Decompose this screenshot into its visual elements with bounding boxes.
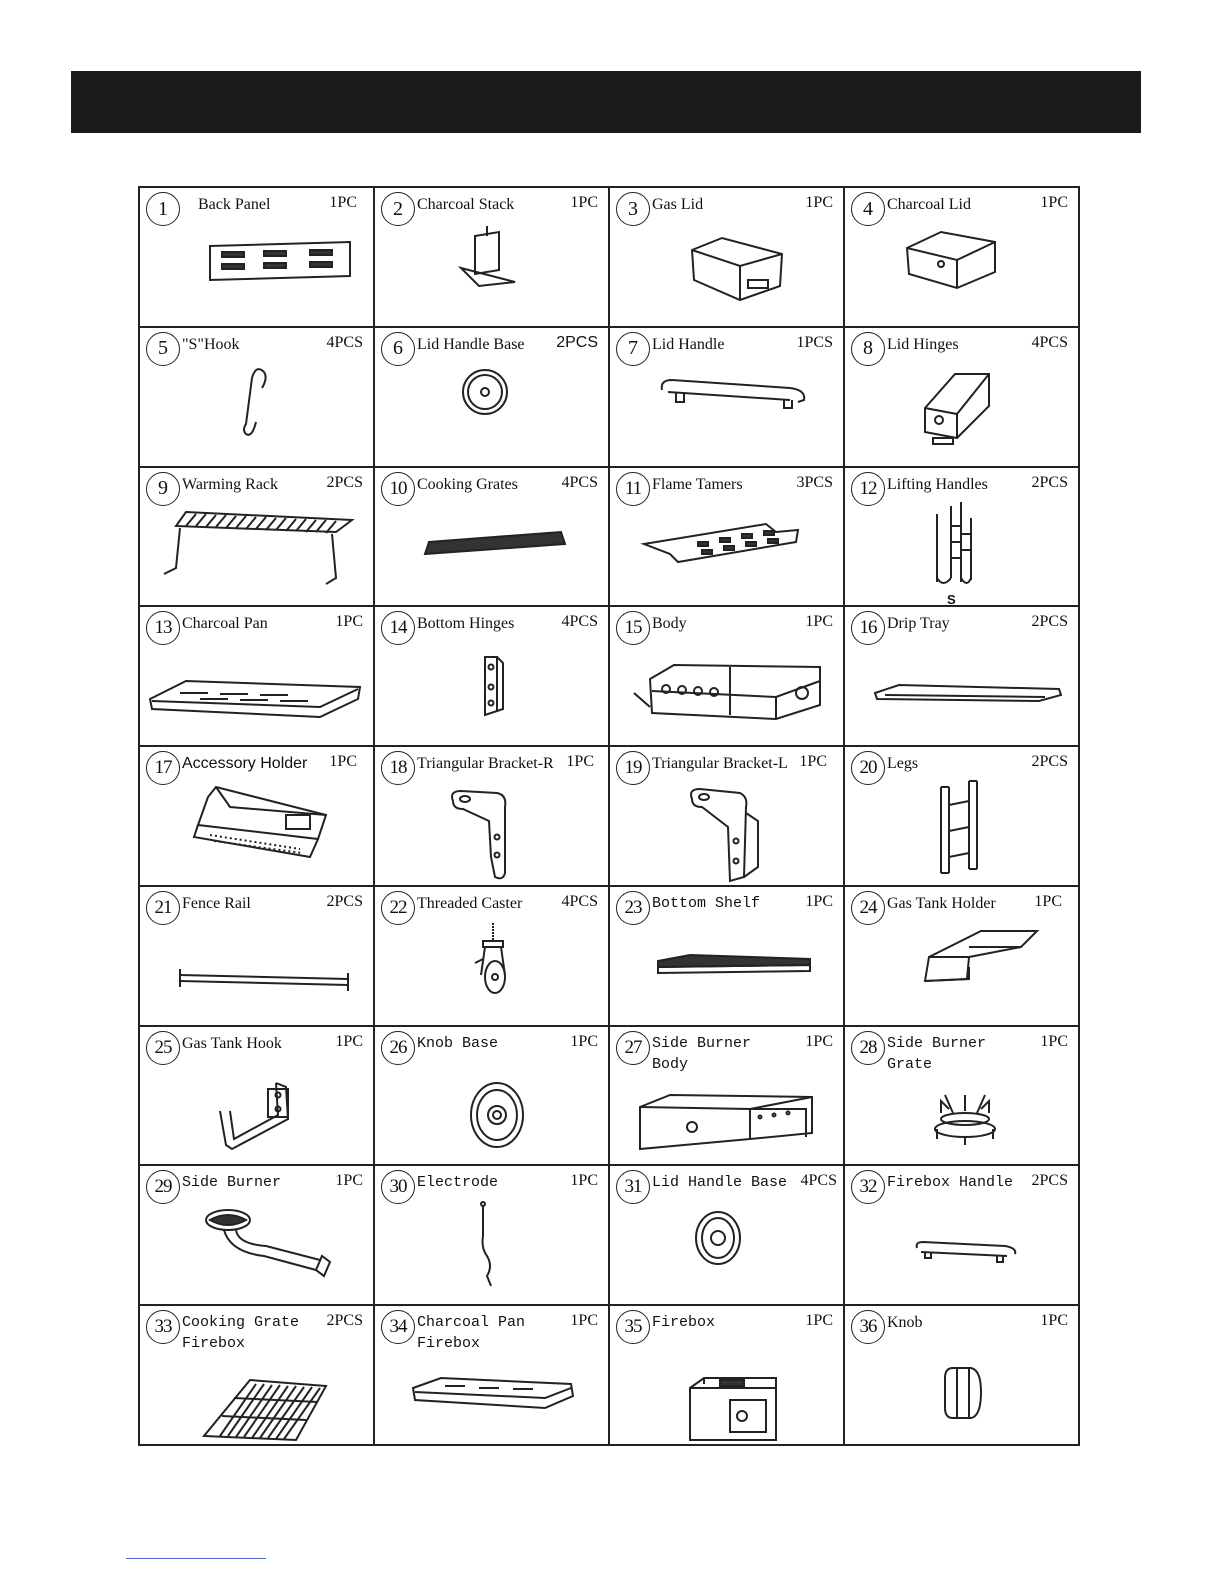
part-name: Charcoal Pan bbox=[182, 615, 268, 633]
lid-handle-base-icon bbox=[375, 358, 609, 466]
part-qty: 2PCS bbox=[326, 892, 363, 910]
part-name: Triangular Bracket-L bbox=[652, 755, 788, 773]
part-name: Lid Handle bbox=[652, 335, 725, 353]
part-cell-19 bbox=[610, 747, 845, 887]
part-name: Fence Rail bbox=[182, 894, 251, 912]
part-number: 5 bbox=[146, 332, 180, 366]
part-name: Drip Tray bbox=[887, 615, 950, 633]
triangular-bracket-r-icon bbox=[375, 777, 609, 885]
part-name: Legs bbox=[887, 755, 919, 773]
part-cell-6 bbox=[375, 328, 610, 468]
part-number: 23 bbox=[616, 891, 650, 925]
side-burner-grate-icon bbox=[845, 1057, 1079, 1165]
part-qty: 2PCS bbox=[1031, 473, 1068, 491]
warming-rack-icon bbox=[140, 498, 374, 606]
part-cell-2 bbox=[375, 188, 610, 328]
part-number: 10 bbox=[381, 472, 415, 506]
footer-link-underline bbox=[126, 1558, 266, 1559]
back-panel-icon bbox=[140, 218, 374, 326]
part-cell-20 bbox=[845, 747, 1080, 887]
part-number: 22 bbox=[381, 891, 415, 925]
part-name: Gas Tank Holder bbox=[887, 894, 996, 912]
part-qty: 4PCS bbox=[561, 613, 598, 631]
part-number: 31 bbox=[616, 1170, 650, 1204]
part-qty: 1PC bbox=[329, 194, 357, 211]
part-qty: 1PC bbox=[1040, 1312, 1068, 1330]
part-cell-11 bbox=[610, 468, 845, 608]
part-cell-9 bbox=[140, 468, 375, 608]
part-number: 13 bbox=[146, 611, 180, 645]
part-qty: 2PCS bbox=[556, 333, 598, 351]
part-name: Warming Rack bbox=[182, 475, 279, 493]
part-name: Firebox Handle bbox=[887, 1174, 1014, 1192]
part-qty: 1PC bbox=[570, 1032, 598, 1050]
part-qty: 2PCS bbox=[1031, 753, 1068, 771]
part-qty: 1PC bbox=[335, 1032, 363, 1050]
part-cell-24 bbox=[845, 887, 1080, 1027]
part-name: Gas Lid bbox=[652, 196, 704, 213]
part-name: Body bbox=[652, 615, 687, 633]
part-number: 2 bbox=[381, 192, 415, 226]
part-qty: 1PC bbox=[329, 753, 357, 771]
part-name: Bottom Shelf bbox=[652, 894, 761, 912]
part-number: 25 bbox=[146, 1031, 180, 1065]
part-cell-36 bbox=[845, 1306, 1080, 1446]
lifting-handles-mark: S bbox=[947, 591, 956, 606]
part-name: Threaded Caster bbox=[417, 894, 523, 912]
part-cell-16 bbox=[845, 607, 1080, 747]
part-qty: 4PCS bbox=[561, 473, 598, 491]
part-number: 12 bbox=[851, 472, 885, 506]
part-qty: 1PC bbox=[805, 892, 833, 910]
part-qty: 3PCS bbox=[796, 473, 833, 491]
part-cell-17 bbox=[140, 747, 375, 887]
body-icon bbox=[610, 637, 844, 745]
triangular-bracket-l-icon bbox=[610, 777, 844, 885]
part-name: "S"Hook bbox=[182, 335, 240, 353]
part-cell-10 bbox=[375, 468, 610, 608]
part-name: Side Burner bbox=[182, 1174, 282, 1192]
part-qty: 1PC bbox=[570, 1172, 598, 1190]
part-name: Lid Hinges bbox=[887, 335, 959, 353]
part-qty: 1PC bbox=[570, 1312, 598, 1330]
part-number: 34 bbox=[381, 1310, 415, 1344]
part-qty: 2PCS bbox=[326, 1312, 363, 1330]
part-qty: 1PC bbox=[805, 194, 833, 211]
part-number: 29 bbox=[146, 1170, 180, 1204]
part-cell-18 bbox=[375, 747, 610, 887]
charcoal-pan-icon bbox=[140, 637, 374, 745]
part-name: Side Burner Grate bbox=[887, 1034, 987, 1073]
part-name: Knob bbox=[887, 1314, 923, 1332]
gas-tank-holder-icon bbox=[845, 917, 1079, 1025]
part-number: 8 bbox=[851, 332, 885, 366]
bottom-shelf-icon bbox=[610, 917, 844, 1025]
gas-tank-hook-icon bbox=[140, 1057, 374, 1165]
lid-handle-icon bbox=[610, 358, 844, 466]
side-burner-icon bbox=[140, 1196, 374, 1304]
part-number: 4 bbox=[851, 192, 885, 226]
part-cell-33 bbox=[140, 1306, 375, 1446]
charcoal-stack-icon bbox=[375, 218, 609, 326]
bottom-hinge-icon bbox=[375, 637, 609, 745]
part-name: Charcoal Pan Firebox bbox=[417, 1314, 526, 1353]
part-number: 18 bbox=[381, 751, 415, 785]
part-number: 24 bbox=[851, 891, 885, 925]
firebox-charcoal-pan-icon bbox=[375, 1336, 609, 1444]
part-cell-23 bbox=[610, 887, 845, 1027]
part-qty: 1PC bbox=[566, 753, 594, 771]
part-number: 30 bbox=[381, 1170, 415, 1204]
part-number: 32 bbox=[851, 1170, 885, 1204]
part-cell-22 bbox=[375, 887, 610, 1027]
part-cell-12 bbox=[845, 468, 1080, 608]
drip-tray-icon bbox=[845, 637, 1079, 745]
knob-base-icon bbox=[375, 1057, 609, 1165]
side-burner-body-icon bbox=[610, 1057, 844, 1165]
part-cell-28 bbox=[845, 1027, 1080, 1167]
part-name: Flame Tamers bbox=[652, 475, 743, 493]
charcoal-lid-icon bbox=[845, 218, 1079, 326]
part-cell-31 bbox=[610, 1166, 845, 1306]
part-cell-8 bbox=[845, 328, 1080, 468]
part-qty: 2PCS bbox=[1031, 613, 1068, 631]
part-name: Gas Tank Hook bbox=[182, 1034, 282, 1052]
part-cell-29 bbox=[140, 1166, 375, 1306]
part-qty: 2PCS bbox=[326, 473, 363, 491]
part-qty: 1PC bbox=[335, 1172, 363, 1190]
s-hook-icon bbox=[140, 358, 374, 466]
part-qty: 1PC bbox=[335, 613, 363, 631]
part-number: 15 bbox=[616, 611, 650, 645]
part-qty: 4PCS bbox=[800, 1172, 837, 1190]
part-number: 27 bbox=[616, 1031, 650, 1065]
part-cell-35 bbox=[610, 1306, 845, 1446]
part-number: 7 bbox=[616, 332, 650, 366]
parts-grid bbox=[138, 186, 1080, 1446]
firebox-cooking-grate-icon bbox=[140, 1336, 374, 1444]
fence-rail-icon bbox=[140, 917, 374, 1025]
gas-lid-icon bbox=[610, 218, 844, 326]
part-cell-14 bbox=[375, 607, 610, 747]
part-name: Triangular Bracket-R bbox=[417, 755, 554, 773]
part-qty: 1PC bbox=[1040, 1032, 1068, 1050]
part-cell-4 bbox=[845, 188, 1080, 328]
part-number: 19 bbox=[616, 751, 650, 785]
cooking-grate-icon bbox=[375, 498, 609, 606]
flame-tamer-icon bbox=[610, 498, 844, 606]
firebox-handle-icon bbox=[845, 1196, 1079, 1304]
part-cell-7 bbox=[610, 328, 845, 468]
part-number: 26 bbox=[381, 1031, 415, 1065]
part-name: Back Panel bbox=[198, 196, 271, 213]
part-name: Charcoal Stack bbox=[417, 196, 515, 213]
part-qty: 2PCS bbox=[1031, 1172, 1068, 1190]
part-cell-27 bbox=[610, 1027, 845, 1167]
part-qty: 1PC bbox=[1034, 892, 1062, 910]
accessory-holder-icon bbox=[140, 777, 374, 885]
part-name: Bottom Hinges bbox=[417, 615, 515, 633]
lid-handle-base-small-icon bbox=[610, 1196, 844, 1304]
firebox-icon bbox=[610, 1336, 844, 1444]
part-qty: 4PCS bbox=[561, 892, 598, 910]
knob-icon bbox=[845, 1336, 1079, 1444]
part-number: 35 bbox=[616, 1310, 650, 1344]
part-cell-32 bbox=[845, 1166, 1080, 1306]
part-number: 28 bbox=[851, 1031, 885, 1065]
part-name: Lid Handle Base bbox=[652, 1174, 788, 1192]
part-cell-13 bbox=[140, 607, 375, 747]
part-name: Lifting Handles bbox=[887, 475, 988, 493]
part-number: 6 bbox=[381, 332, 415, 366]
part-cell-30 bbox=[375, 1166, 610, 1306]
part-qty: 4PCS bbox=[1031, 333, 1068, 351]
part-cell-1 bbox=[140, 188, 375, 328]
part-cell-34 bbox=[375, 1306, 610, 1446]
part-number: 11 bbox=[616, 472, 650, 506]
threaded-caster-icon bbox=[375, 917, 609, 1025]
part-name: Electrode bbox=[417, 1174, 499, 1192]
part-number: 1 bbox=[146, 192, 180, 226]
part-name: Knob Base bbox=[417, 1034, 499, 1052]
part-cell-26 bbox=[375, 1027, 610, 1167]
part-name: Side Burner Body bbox=[652, 1034, 752, 1073]
part-cell-15 bbox=[610, 607, 845, 747]
part-cell-25 bbox=[140, 1027, 375, 1167]
part-name: Accessory Holder bbox=[182, 755, 308, 773]
part-qty: 1PC bbox=[570, 194, 598, 211]
legs-icon bbox=[845, 777, 1079, 885]
part-qty: 1PC bbox=[1040, 194, 1068, 211]
part-name: Cooking Grates bbox=[417, 475, 518, 493]
part-number: 33 bbox=[146, 1310, 180, 1344]
lifting-handle-icon bbox=[845, 498, 1079, 606]
electrode-icon bbox=[375, 1196, 609, 1304]
part-cell-21 bbox=[140, 887, 375, 1027]
part-qty: 1PC bbox=[805, 1032, 833, 1050]
part-number: 9 bbox=[146, 472, 180, 506]
part-name: Lid Handle Base bbox=[417, 335, 525, 353]
part-qty: 1PC bbox=[799, 753, 827, 771]
header-bar bbox=[71, 71, 1141, 133]
part-qty: 1PC bbox=[805, 1312, 833, 1330]
part-number: 36 bbox=[851, 1310, 885, 1344]
part-name: Charcoal Lid bbox=[887, 196, 971, 213]
part-name: Cooking Grate Firebox bbox=[182, 1314, 300, 1353]
part-number: 17 bbox=[146, 751, 180, 785]
part-number: 3 bbox=[616, 192, 650, 226]
part-qty: 1PCS bbox=[796, 333, 833, 351]
part-name: Firebox bbox=[652, 1314, 716, 1332]
part-number: 16 bbox=[851, 611, 885, 645]
part-cell-5 bbox=[140, 328, 375, 468]
part-cell-3 bbox=[610, 188, 845, 328]
part-number: 14 bbox=[381, 611, 415, 645]
part-number: 21 bbox=[146, 891, 180, 925]
part-qty: 4PCS bbox=[326, 333, 363, 351]
part-number: 20 bbox=[851, 751, 885, 785]
part-qty: 1PC bbox=[805, 613, 833, 631]
lid-hinge-icon bbox=[845, 358, 1079, 466]
